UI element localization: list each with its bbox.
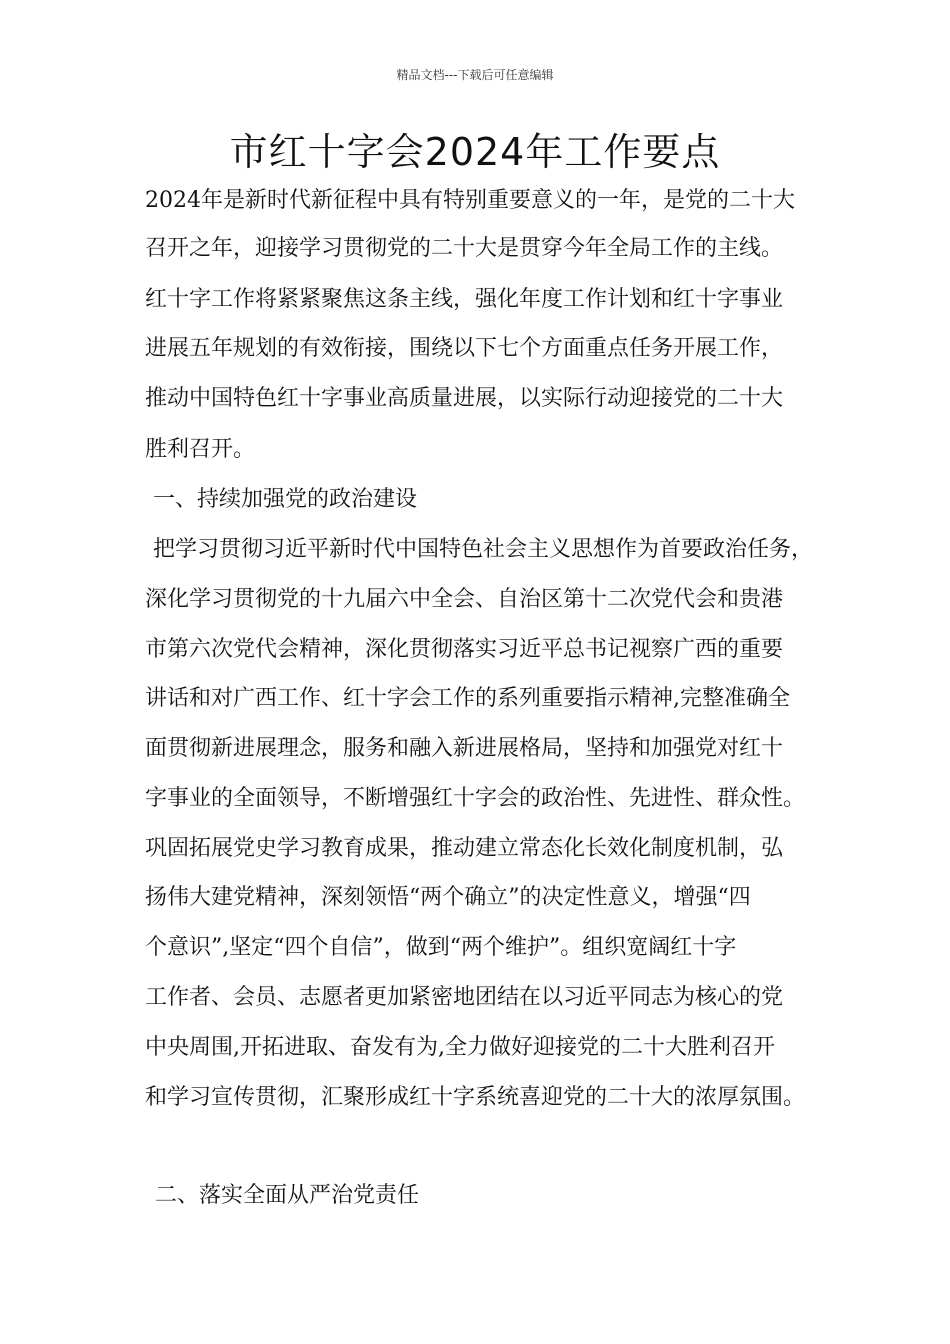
intro-line: 红十字工作将紧紧聚焦这条主线，强化年度工作计划和红十字事业 — [145, 287, 784, 312]
section-body-line: 工作者、会员、志愿者更加紧密地团结在以习近平同志为核心的党 — [145, 985, 784, 1010]
section-body-line: 深化学习贯彻党的十九届六中全会、自治区第十二次党代会和贵港 — [145, 587, 784, 612]
section-body-line: 讲话和对广西工作、红十字会工作的系列重要指示精神,完整准确全 — [145, 686, 790, 711]
page-header: 精品文档---下载后可任意编辑 — [396, 68, 554, 82]
section-body-line: 个意识”,坚定“四个自信”，做到“两个维护”。组织宽阔红十字 — [145, 935, 737, 960]
section-body-line: 中央周围,开拓进取、奋发有为,全力做好迎接党的二十大胜利召开 — [145, 1035, 775, 1060]
section-body-line: 字事业的全面领导，不断增强红十字会的政治性、先进性、群众性。 — [145, 786, 806, 811]
document-title: 市红十字会2024年工作要点 — [229, 130, 721, 174]
intro-line: 进展五年规划的有效衔接，围绕以下七个方面重点任务开展工作， — [145, 336, 784, 361]
section-body-line: 把学习贯彻习近平新时代中国特色社会主义思想作为首要政治任务， — [153, 537, 814, 562]
section-body-line: 扬伟大建党精神，深刻领悟“两个确立”的决定性意义，增强“四 — [145, 885, 751, 910]
intro-line: 推动中国特色红十字事业高质量进展，以实际行动迎接党的二十大 — [145, 386, 784, 411]
section-heading: 一、持续加强党的政治建设 — [153, 487, 418, 512]
intro-line: 胜利召开。 — [145, 437, 256, 462]
section-heading: 二、落实全面从严治党责任 — [155, 1183, 420, 1208]
section-body-line: 市第六次党代会精神，深化贯彻落实习近平总书记视察广西的重要 — [145, 637, 784, 662]
section-body-line: 和学习宣传贯彻，汇聚形成红十字系统喜迎党的二十大的浓厚氛围。 — [145, 1085, 806, 1110]
intro-line: 2024年是新时代新征程中具有特别重要意义的一年，是党的二十大 — [145, 188, 795, 213]
intro-line: 召开之年，迎接学习贯彻党的二十大是贯穿今年全局工作的主线。 — [145, 236, 784, 261]
section-body-line: 面贯彻新进展理念，服务和融入新进展格局，坚持和加强党对红十 — [145, 736, 784, 761]
section-body-line: 巩固拓展党史学习教育成果，推动建立常态化长效化制度机制，弘 — [145, 836, 784, 861]
